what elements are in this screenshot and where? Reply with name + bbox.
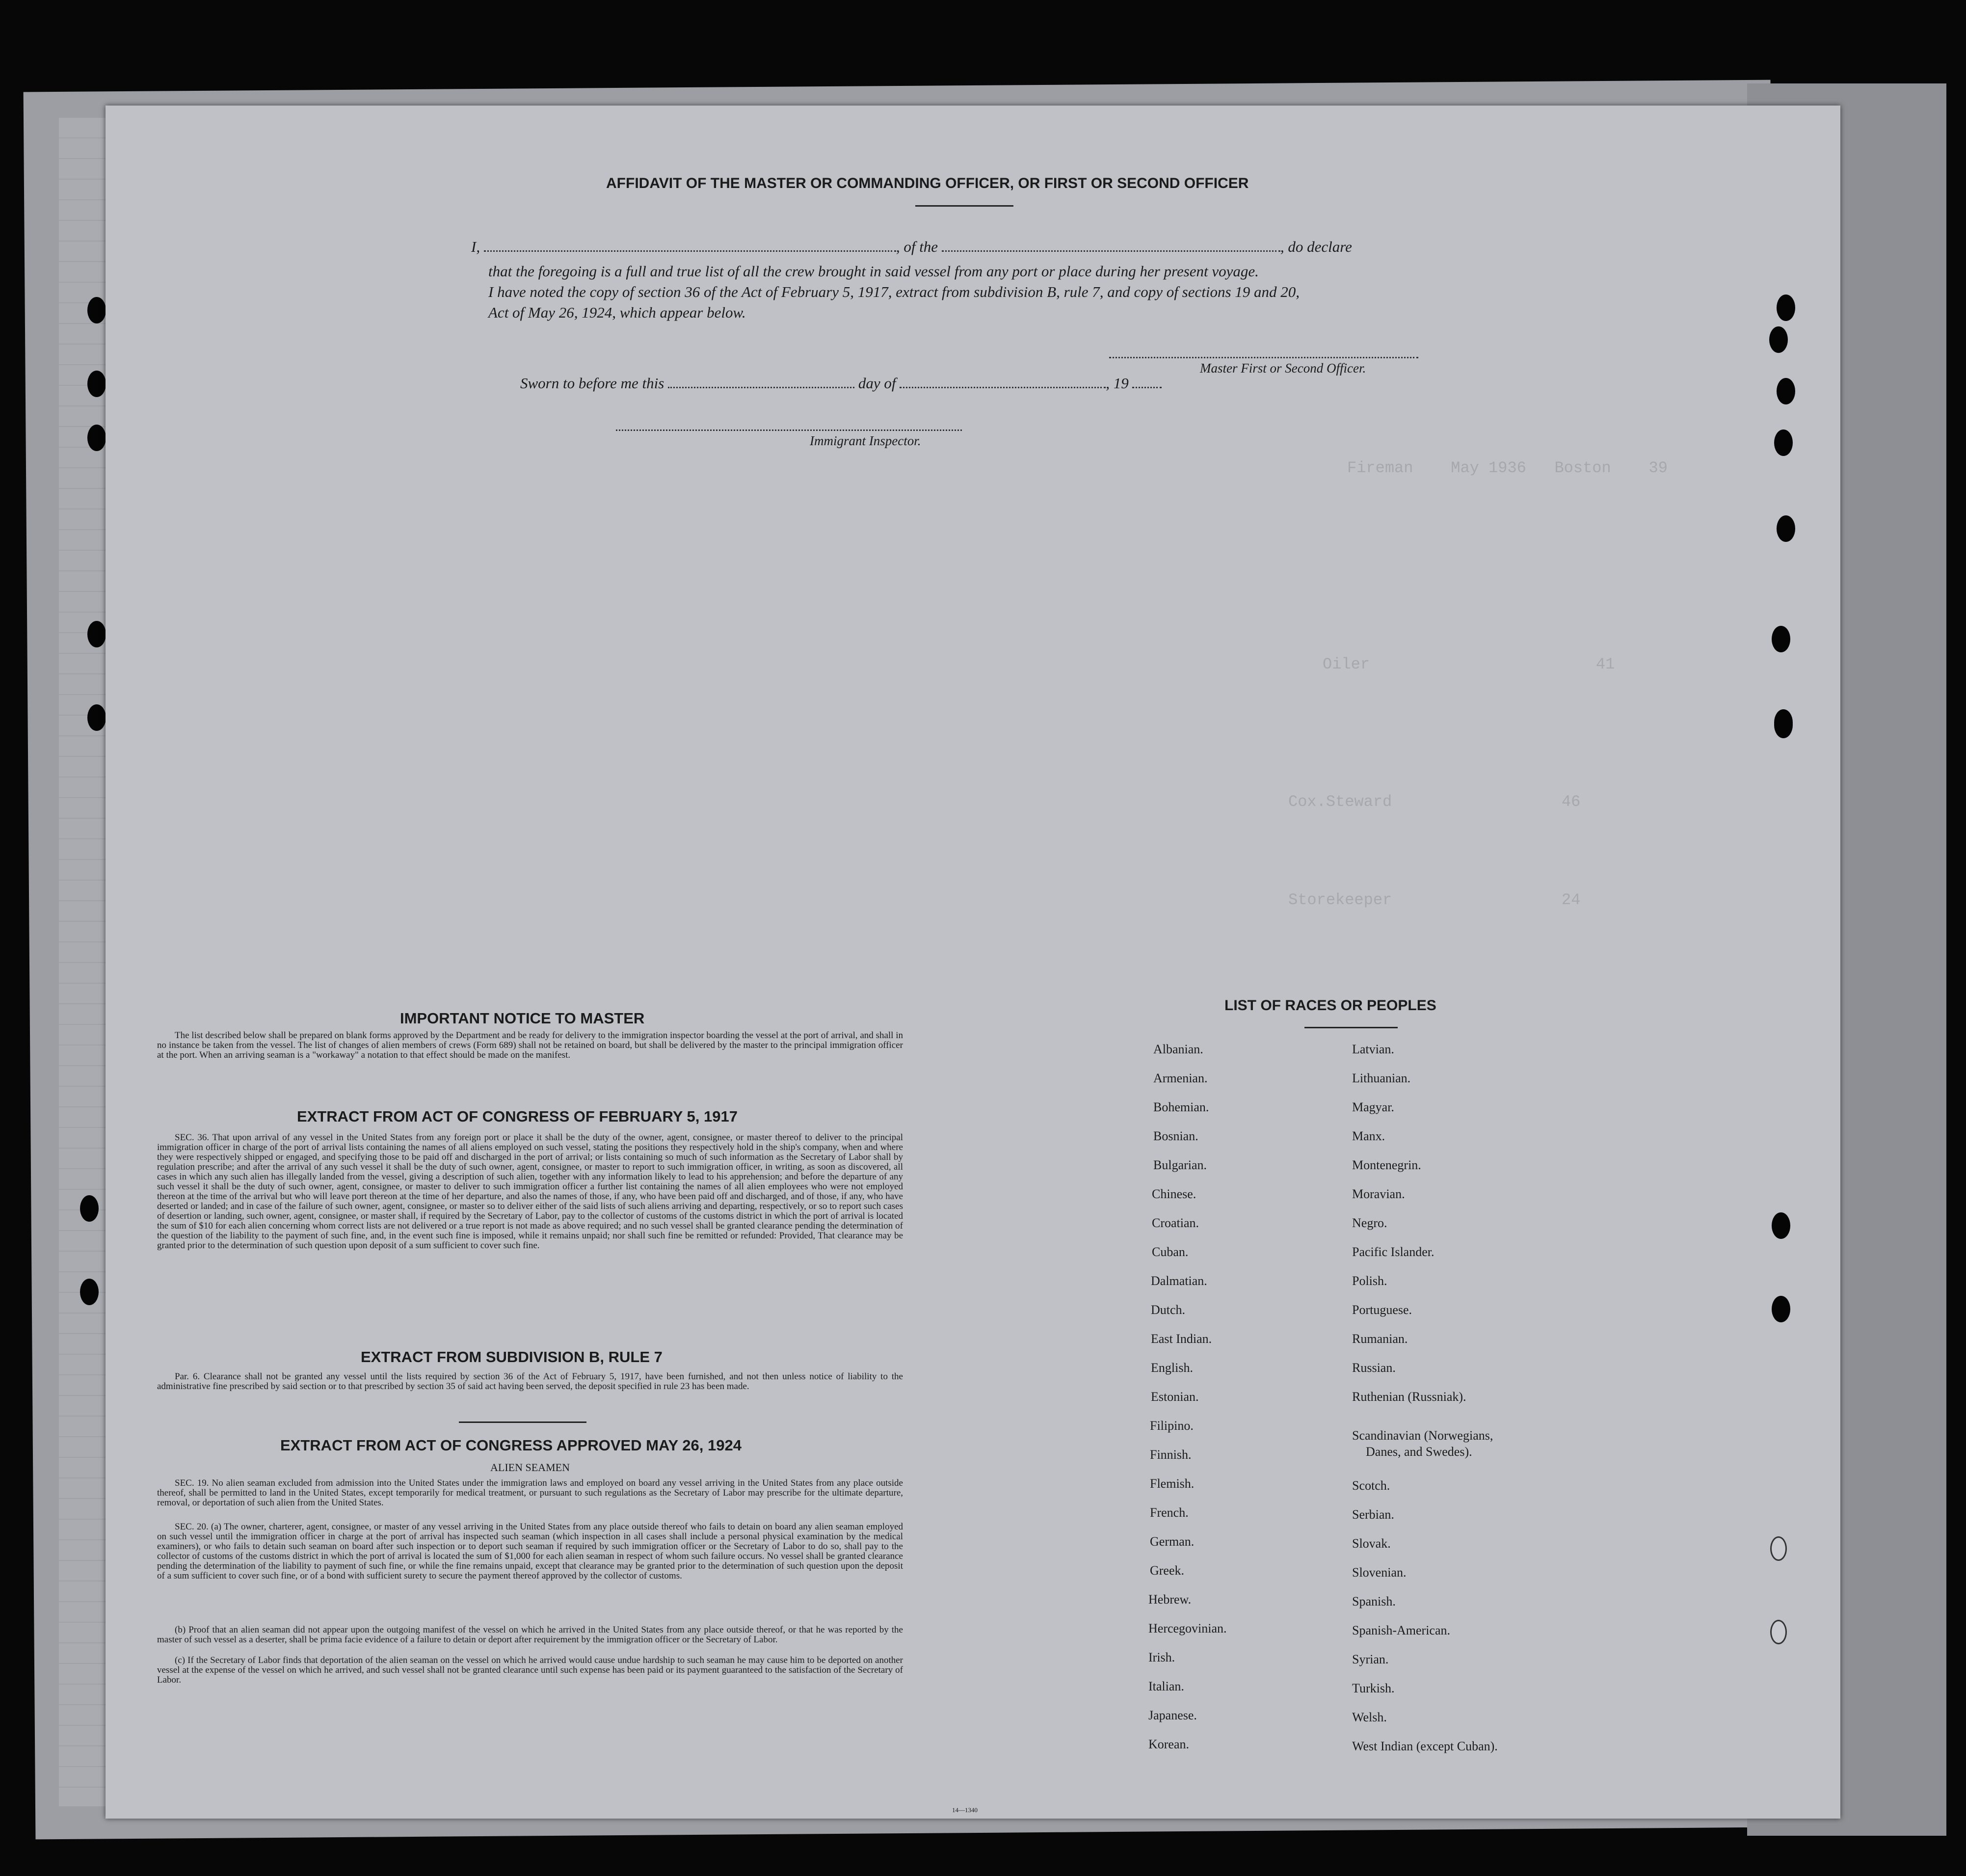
race-item: Croatian. — [1152, 1216, 1199, 1230]
race-item: Magyar. — [1352, 1100, 1394, 1114]
sworn-month-field[interactable] — [900, 387, 1106, 388]
race-item: Scandinavian (Norwegians, — [1352, 1428, 1493, 1443]
race-item: Scotch. — [1352, 1478, 1390, 1493]
race-item: Polish. — [1352, 1274, 1387, 1288]
race-item: East Indian. — [1151, 1332, 1212, 1346]
race-item: Dutch. — [1151, 1303, 1186, 1317]
extract-rule7-title: EXTRACT FROM SUBDIVISION B, RULE 7 — [361, 1348, 663, 1366]
binder-hole — [1772, 1212, 1790, 1239]
sec20c-text: (c) If the Secretary of Labor finds that deportation of the alien seaman on the vessel on which he arrived would cause undue hardship to such seaman he may cause him to be deported on another vessel at the expense of the vessel on which he arrived, and such vessel shall not be granted clearance until such expense has been paid or its payment guaranteed to the satisfaction of the Secretary of Labor. — [157, 1655, 903, 1685]
binder-hole — [80, 1279, 99, 1305]
race-item: Spanish-American. — [1352, 1623, 1451, 1637]
race-item: Cuban. — [1152, 1245, 1189, 1259]
vessel-name-field[interactable] — [942, 250, 1280, 252]
race-item: Turkish. — [1352, 1681, 1395, 1695]
sworn-year-field[interactable] — [1132, 387, 1162, 388]
binder-hole — [87, 371, 106, 397]
race-item: Negro. — [1352, 1216, 1387, 1230]
binder-hole — [1774, 429, 1793, 456]
alien-seamen-subtitle: ALIEN SEAMEN — [490, 1461, 570, 1474]
race-item: Chinese. — [1152, 1187, 1196, 1201]
race-item: Bosnian. — [1153, 1129, 1198, 1143]
race-item: Greek. — [1150, 1563, 1185, 1578]
binder-hole — [1777, 295, 1795, 321]
race-item: Pacific Islander. — [1352, 1245, 1435, 1259]
race-item: Hebrew. — [1148, 1592, 1192, 1607]
of-the-label: , of the — [896, 238, 938, 255]
race-item: Japanese. — [1148, 1708, 1197, 1722]
race-item: West Indian (except Cuban). — [1352, 1739, 1498, 1753]
inspector-signature-label: Immigrant Inspector. — [810, 433, 921, 448]
race-item: Montenegrin. — [1352, 1158, 1421, 1172]
master-signature-label: Master First or Second Officer. — [1200, 361, 1366, 375]
race-item: Moravian. — [1352, 1187, 1405, 1201]
race-item: Manx. — [1352, 1129, 1385, 1143]
declarant-prefix: I, — [471, 238, 480, 255]
affidavit-act-reference: Act of May 26, 1924, which appear below. — [488, 304, 746, 321]
race-item: French. — [1150, 1505, 1189, 1520]
binder-hole — [87, 704, 106, 731]
sec19-text: SEC. 19. No alien seaman excluded from admission into the United States under the immigration laws and employed on board any vessel arriving in the United States from any place outside thereof, shall be permitted to land in the United States, except temporarily for medical treatment, or pursuant to such regulations as the Secretary of Labor may prescribe for the ultimate departure, removal, or deportation of such alien from the United States. — [157, 1478, 903, 1508]
sec20a-text: SEC. 20. (a) The owner, charterer, agent, consignee, or master of any vessel arriving in the United States from any place outside thereof who fails to detain on board any alien seaman employed on such vessel until the immigration officer in charge at the port of arrival has inspected such seaman (which inspection in all cases shall include a personal physical examination by the medical examiners), or who fails to detain such seaman on board after such inspection or to deport such seaman if required by such immigration officer or the Secretary of Labor to do so, shall pay to the collector of customs of the customs district in which the port of arrival is located the sum of $1,000 for each alien seaman in respect of whom such failure occurs. No vessel shall be granted clearance pending the determination of the liability to payment of such fine, or while the fine remains unpaid, except that clearance may be granted prior to the determination of such question upon the deposit of a sum sufficient to cover such fine, or of a bond with sufficient surety to secure the payment thereof approved by the collector of customs. — [157, 1522, 903, 1581]
race-item: Portuguese. — [1352, 1303, 1412, 1317]
binder-hole — [1770, 1620, 1787, 1644]
binder-hole — [1772, 626, 1790, 652]
sworn-prefix: Sworn to before me this — [520, 375, 664, 392]
sworn-line — [520, 375, 1162, 392]
race-item: Slovenian. — [1352, 1565, 1407, 1580]
sec20b-text: (b) Proof that an alien seaman did not appear upon the outgoing manifest of the vessel on which he arrived in the United States from any place outside thereof, or that he was reported by the master of such vessel as a deserter, shall be prima facie evidence of a failure to detain or deport after requirement by the immigration officer or the Secretary of Labor. — [157, 1625, 903, 1645]
binder-hole — [1772, 1296, 1790, 1322]
race-item: Bulgarian. — [1153, 1158, 1207, 1172]
race-item: Syrian. — [1352, 1652, 1389, 1666]
race-item: Latvian. — [1352, 1042, 1394, 1056]
form-sheet — [106, 106, 1840, 1819]
bleed-through-text: Cox.Steward 46 — [1288, 793, 1581, 811]
sworn-day-field[interactable] — [668, 387, 854, 388]
race-item: Hercegovinian. — [1148, 1621, 1227, 1635]
title-underline — [915, 205, 1013, 207]
race-item: Italian. — [1148, 1679, 1184, 1693]
affidavit-statement: that the foregoing is a full and true list of all the crew brought in said vessel from any port or place during her present voyage. — [488, 263, 1259, 280]
race-item: Estonian. — [1151, 1390, 1199, 1404]
race-item: Armenian. — [1153, 1071, 1208, 1085]
race-item: Lithuanian. — [1352, 1071, 1411, 1085]
race-item: Welsh. — [1352, 1710, 1387, 1724]
affidavit-noted-copy: I have noted the copy of section 36 of the Act of February 5, 1917, extract from subdivision B, rule 7, and copy of sections 19 and 20, — [488, 283, 1300, 300]
race-item: Korean. — [1148, 1737, 1190, 1751]
race-item: Albanian. — [1153, 1042, 1203, 1056]
declarant-name-field[interactable] — [484, 250, 896, 252]
binder-hole — [80, 1195, 99, 1222]
binder-hole — [87, 425, 106, 451]
binder-hole — [87, 297, 106, 323]
do-declare-label: , do declare — [1280, 238, 1352, 255]
race-item: Dalmatian. — [1151, 1274, 1207, 1288]
race-item: Irish. — [1148, 1650, 1175, 1664]
race-item: Spanish. — [1352, 1594, 1396, 1608]
race-item: Flemish. — [1150, 1476, 1195, 1491]
race-item: Slovak. — [1352, 1536, 1391, 1551]
master-signature-line[interactable] — [1109, 357, 1418, 358]
races-title: LIST OF RACES OR PEOPLES — [1224, 997, 1436, 1014]
bleed-through-text: Oiler 41 — [1323, 655, 1615, 673]
bleed-through-text: Fireman May 1936 Boston 39 — [1347, 459, 1668, 477]
notice-text: The list described below shall be prepared on blank forms approved by the Department and be ready for delivery to the immigration inspector boarding the vessel at the port of arrival, and shall in no instance be taken from the vessel. The list of changes of alien members of crews (Form 689) shall not be retained on board, but shall be delivered by the master to the principal immigration officer at the port. When an arriving seaman is a "workaway" a notation to that effect should be made on the manifest. — [157, 1030, 903, 1060]
race-item: Russian. — [1352, 1361, 1396, 1375]
form-number: 14—1340 — [952, 1806, 978, 1814]
race-item: Rumanian. — [1352, 1332, 1408, 1346]
extract-1917-text: SEC. 36. That upon arrival of any vessel in the United States from any foreign port or place it shall be the duty of the owner, agent, consignee, or master thereof to deliver to the principal immigration officer in charge of the port of arrival lists containing the names of all aliens employed on such vessel, stating the positions they respectively hold in the ship's company, when and where they were respectively shipped or engaged, and specifying those to be paid off and discharged in the port of arrival; or lists containing so much of such information as the Secretary of Labor shall by regulation prescribe; and after the arrival of any such vessel it shall be the duty of such owner, agent, consignee, or master to report to such immigration officer, in writing, as soon as discovered, all cases in which any such alien has illegally landed from the vessel, giving a description of such alien, together with any information likely to lead to his apprehension; and before the departure of any such vessel it shall be the duty of such owner, agent, consignee, or master to deliver to such immigration officer a further list containing the names of all alien employees who were not employed thereon at the time of the arrival but who will leave port thereon at the time of her departure, and also the names of those, if any, who have been paid off and discharged, and of those, if any, who have deserted or landed; and in case of the failure of such owner, agent, consignee, or master so to deliver either of the said lists of such aliens arriving and departing, respectively, or so to report such cases of desertion or landing, such owner, agent, consignee, or master shall, if required by the Secretary of Labor, pay to the collector of customs of the customs district in which the port of arrival is located the sum of $10 for each alien concerning whom correct lists are not delivered or a true report is not made as above required; and no such vessel shall be granted clearance pending the determination of the question of the liability to the payment of such fine, and, in the event such fine is imposed, while it remains unpaid; nor shall such fine be remitted or refunded: Provided, That clearance may be granted prior to the determination of such question upon deposit of a sum sufficient to cover such fine. — [157, 1132, 903, 1251]
extract-rule7-text: Par. 6. Clearance shall not be granted any vessel until the lists required by section 36 of the Act of February 5, 1917, have been furnished, and not then unless notice of liability to the administrative fine prescribed by said section or to that prescribed by section 35 of said act having been served, the deposit specified in rule 23 has been made. — [157, 1371, 903, 1392]
binder-hole — [1774, 712, 1793, 738]
race-item: Finnish. — [1150, 1447, 1192, 1462]
bleed-through-text: Storekeeper 24 — [1288, 891, 1581, 909]
race-item: Serbian. — [1352, 1507, 1394, 1522]
inspector-signature-line[interactable] — [616, 429, 962, 431]
binder-hole — [1777, 515, 1795, 542]
race-item: Danes, and Swedes). — [1366, 1445, 1472, 1459]
binder-hole — [1777, 378, 1795, 404]
race-item: English. — [1151, 1361, 1193, 1375]
race-item: Bohemian. — [1153, 1100, 1209, 1114]
race-item: Filipino. — [1150, 1419, 1194, 1433]
binder-hole — [1770, 1536, 1787, 1561]
affidavit-title: AFFIDAVIT OF THE MASTER OR COMMANDING OFFICER, OR FIRST OR SECOND OFFICER — [606, 175, 1249, 191]
notice-title: IMPORTANT NOTICE TO MASTER — [400, 1010, 645, 1027]
race-item: German. — [1150, 1534, 1195, 1549]
affidavit-declaration-line — [471, 238, 1352, 256]
extract-1924-title: EXTRACT FROM ACT OF CONGRESS APPROVED MAY 26, 1924 — [280, 1437, 742, 1454]
race-item: Ruthenian (Russniak). — [1352, 1390, 1466, 1404]
rule7-divider — [459, 1421, 586, 1423]
races-title-underline — [1304, 1027, 1398, 1028]
binder-hole — [87, 621, 106, 647]
year-prefix: , 19 — [1106, 375, 1129, 392]
day-of-label: day of — [858, 375, 896, 392]
extract-1917-title: EXTRACT FROM ACT OF CONGRESS OF FEBRUARY 5, 1917 — [297, 1108, 738, 1125]
binder-hole — [1769, 326, 1788, 353]
